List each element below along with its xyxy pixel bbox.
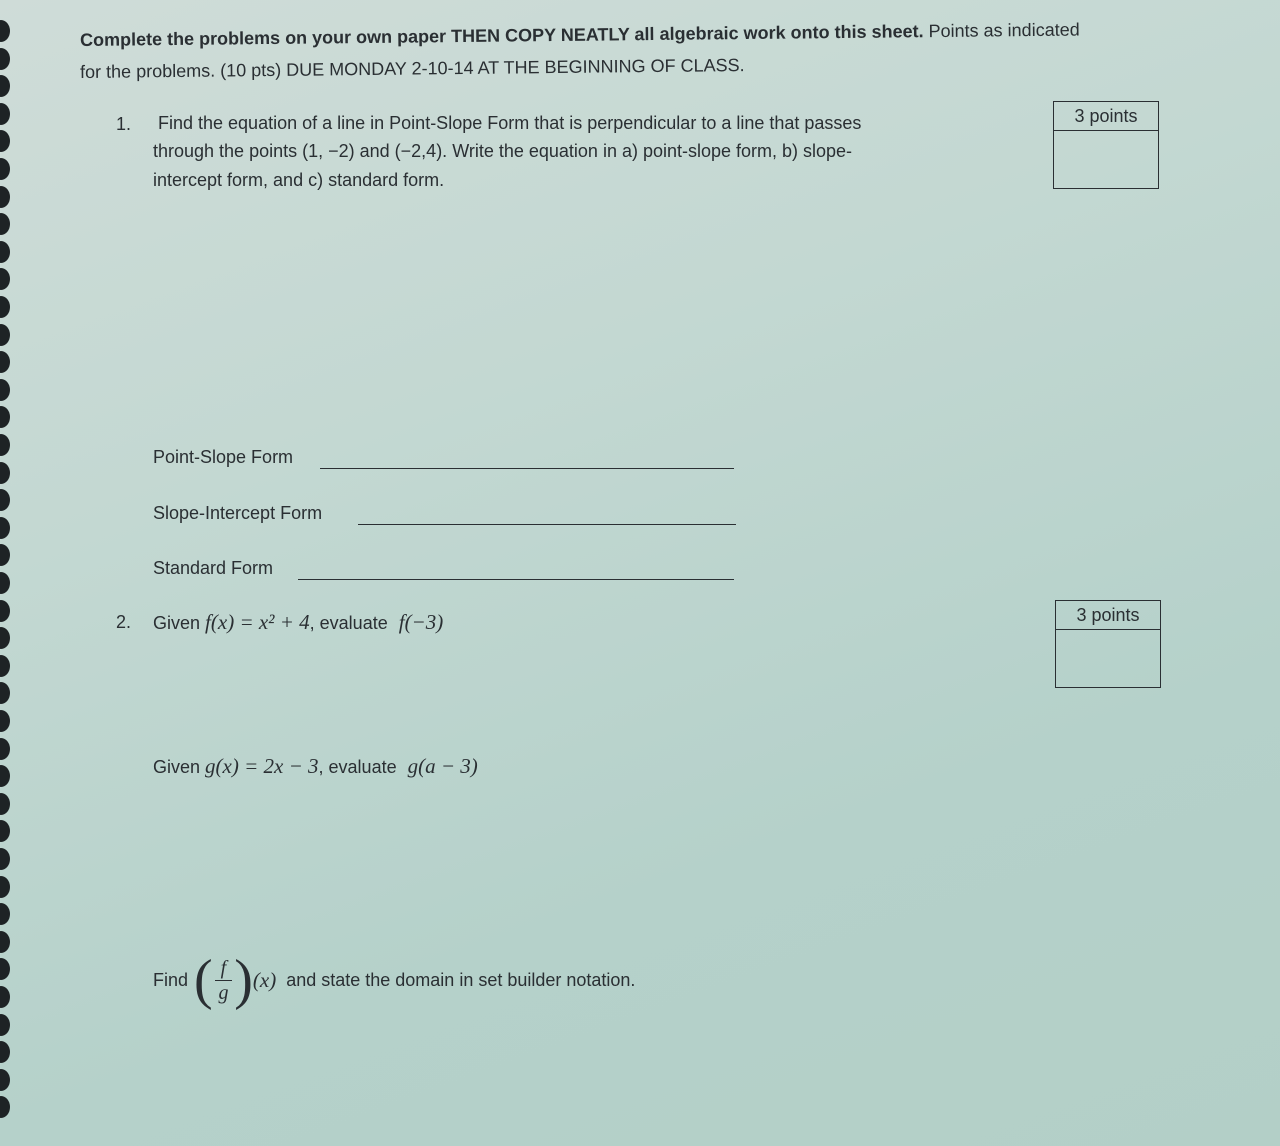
find-rest-text: and state the domain in set builder notation.	[286, 969, 636, 990]
binding-hole	[0, 710, 10, 732]
instructions-line-1	[80, 20, 1080, 51]
instructions-line-2: for the problems. (10 pts) DUE MONDAY 2-10-14 AT THE BEGINNING OF CLASS.	[80, 55, 745, 82]
quotient-expression: ( $\frac{f}{g}$ ) (x)	[194, 949, 277, 1011]
standard-form-answer-line[interactable]	[298, 579, 734, 580]
f-evaluate-expression: f(−3)	[398, 610, 444, 634]
binding-hole	[0, 1069, 10, 1091]
binding-hole	[0, 682, 10, 704]
binding-hole	[0, 103, 10, 125]
binding-hole	[0, 1096, 10, 1118]
question-1-number: 1.	[116, 114, 132, 134]
binding-hole	[0, 434, 10, 456]
given-word: Given	[153, 613, 201, 633]
binding-hole	[0, 655, 10, 677]
binding-hole	[0, 820, 10, 842]
binding-hole	[0, 462, 10, 484]
g-evaluate-word: , evaluate	[318, 757, 397, 777]
g-given-word: Given	[153, 757, 201, 777]
binding-hole	[0, 296, 10, 318]
binding-hole	[0, 489, 10, 511]
binding-hole	[0, 268, 10, 290]
binding-hole	[0, 213, 10, 235]
fraction-argument: (x)	[252, 967, 277, 992]
binding-hole	[0, 158, 10, 180]
binding-hole	[0, 20, 10, 42]
standard-form-label: Standard Form	[153, 558, 274, 578]
binding-hole	[0, 765, 10, 787]
binding-hole	[0, 848, 10, 870]
bleed-through-text	[720, 232, 725, 253]
binding-hole	[0, 406, 10, 428]
binding-hole	[0, 241, 10, 263]
binding-hole	[0, 958, 10, 980]
g-definition: g(x) = 2x − 3	[205, 754, 319, 778]
question-1-text-line-2: through the points (1, −2) and (−2,4). Write the equation in a) point-slope form, b) slope-	[153, 141, 853, 161]
fraction-numerator: f	[215, 956, 233, 981]
question-2-points-label: 3 points	[1056, 601, 1160, 630]
binding-hole	[0, 186, 10, 208]
binding-hole	[0, 986, 10, 1008]
question-1-points-box	[1053, 101, 1159, 189]
binding-hole	[0, 793, 10, 815]
binding-hole	[0, 351, 10, 373]
f-definition: f(x) = x² + 4	[205, 610, 310, 634]
binding-hole	[0, 1014, 10, 1036]
binding-hole	[0, 572, 10, 594]
binding-hole	[0, 931, 10, 953]
binding-hole	[0, 48, 10, 70]
question-2-quotient-prompt	[153, 949, 636, 1011]
question-2-number: 2.	[116, 612, 132, 632]
instructions-bold: Complete the problems on your own paper THEN COPY NEATLY all algebraic work onto this sheet.	[80, 21, 924, 50]
binding-hole	[0, 379, 10, 401]
binding-hole	[0, 600, 10, 622]
slope-intercept-answer-line[interactable]	[358, 524, 736, 525]
g-evaluate-expression: g(a − 3)	[407, 754, 478, 778]
spiral-binding	[0, 20, 14, 1146]
binding-hole	[0, 130, 10, 152]
question-2-g-prompt	[153, 754, 478, 779]
question-2-points-box	[1055, 600, 1161, 688]
binding-hole	[0, 738, 10, 760]
question-1-text-line-1: Find the equation of a line in Point-Slope Form that is perpendicular to a line that passes	[158, 113, 862, 133]
fraction-denominator: g	[218, 981, 229, 1004]
instructions-points-note: Points as indicated	[928, 19, 1080, 42]
question-1-text-line-3: intercept form, and c) standard form.	[153, 170, 445, 190]
point-slope-label: Point-Slope Form	[153, 447, 294, 467]
evaluate-word: , evaluate	[309, 613, 388, 633]
binding-hole	[0, 544, 10, 566]
binding-hole	[0, 517, 10, 539]
quotient-fraction	[215, 956, 233, 1005]
find-word: Find	[153, 969, 189, 990]
binding-hole	[0, 903, 10, 925]
binding-hole	[0, 627, 10, 649]
question-1-points-label: 3 points	[1054, 102, 1158, 131]
binding-hole	[0, 324, 10, 346]
binding-hole	[0, 1041, 10, 1063]
point-slope-answer-line[interactable]	[320, 468, 734, 469]
binding-hole	[0, 75, 10, 97]
slope-intercept-label: Slope-Intercept Form	[153, 503, 323, 523]
binding-hole	[0, 876, 10, 898]
question-2-f-prompt	[153, 610, 443, 635]
